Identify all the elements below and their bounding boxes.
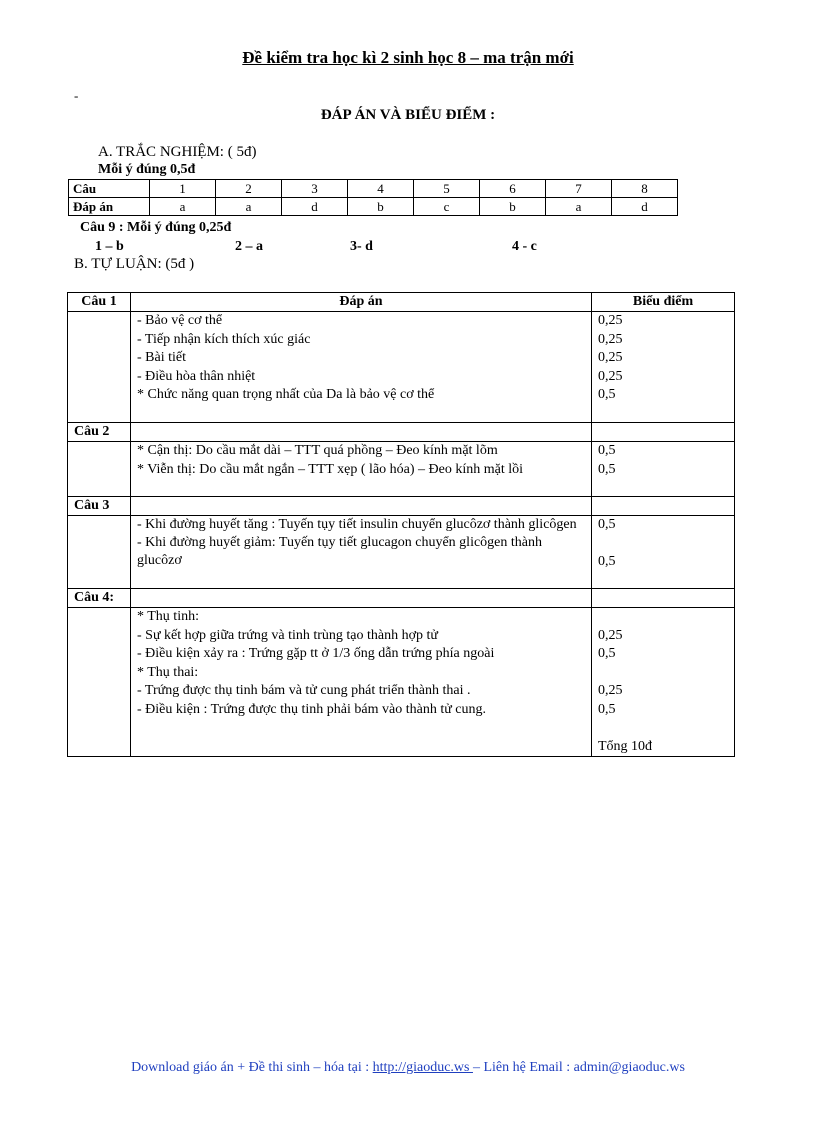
answer-cell: c: [414, 198, 480, 216]
score-value: 0,5: [598, 461, 616, 477]
score-value: 0,5: [598, 387, 616, 402]
answer-line: * Thụ thai:: [137, 664, 199, 680]
question-3-body: [68, 516, 735, 589]
question-2-label: Câu 2: [68, 423, 131, 442]
score-value: 0,5: [598, 443, 616, 458]
dash-mark: -: [74, 88, 79, 103]
header-answer: Đáp án: [131, 293, 592, 312]
answer-cell: b: [480, 198, 546, 216]
score-value: 0,5: [598, 646, 616, 661]
question-4-answers: [131, 608, 592, 757]
answer-line: - Tiếp nhận kích thích xúc giác: [137, 331, 311, 347]
section-a-heading: [98, 144, 256, 161]
answer-line: - Điều kiện : Trứng được thụ tinh phải bám vào thành tử cung.: [137, 701, 487, 717]
question-3-label: Câu 3: [68, 497, 131, 516]
total-score: Tổng 10đ: [598, 738, 653, 754]
footer-link[interactable]: http://giaoduc.ws: [372, 1060, 473, 1075]
answer-cell: d: [282, 198, 348, 216]
question-9-answer: 2 – a: [235, 239, 263, 254]
question-4-header: [68, 589, 735, 608]
question-number: 4: [348, 180, 414, 198]
answer-line: * Cận thị: Do cầu mắt dài – TTT quá phồng – Đeo kính mặt lõm: [137, 443, 498, 458]
answer-row: [69, 198, 678, 216]
answer-cell: a: [546, 198, 612, 216]
question-3-scores: [592, 516, 735, 589]
question-number: 6: [480, 180, 546, 198]
score-value: 0,5: [598, 517, 616, 532]
question-4-label: Câu 4:: [68, 589, 131, 608]
answer-row-label: Đáp án: [69, 198, 150, 216]
answer-line: * Thụ tinh:: [137, 609, 199, 624]
score-value: 0,5: [598, 701, 616, 717]
question-2-answers: [131, 442, 592, 497]
question-3-header: [68, 497, 735, 516]
question-9-answer: 1 – b: [95, 239, 124, 254]
footer: [0, 1060, 816, 1076]
question-4-scores: [592, 608, 735, 757]
question-1-body: [68, 312, 735, 423]
footer-suffix: – Liên hệ Email : admin@giaoduc.ws: [472, 1060, 685, 1075]
essay-header-row: [68, 293, 735, 312]
section-a-note: Mỗi ý đúng 0,5đ: [98, 162, 196, 177]
question-number: 1: [150, 180, 216, 198]
question-row: [69, 180, 678, 198]
question-9-label: Câu 9 : Mỗi ý đúng 0,25đ: [80, 220, 232, 235]
score-value: 0,5: [598, 554, 616, 569]
score-value: 0,25: [598, 627, 623, 643]
question-9-answer: 4 - c: [512, 239, 537, 254]
header-question-1: Câu 1: [68, 293, 131, 312]
score-value: 0,25: [598, 683, 623, 698]
multiple-choice-table: [68, 179, 678, 216]
question-4-body: [68, 608, 735, 757]
question-number: 3: [282, 180, 348, 198]
answer-line: - Khi đường huyết tăng : Tuyến tụy tiết insulin chuyển glucôzơ thành glicôgen: [137, 517, 577, 532]
answer-line: - Bảo vệ cơ thể: [137, 313, 223, 328]
question-number: 2: [216, 180, 282, 198]
question-1-scores: [592, 312, 735, 423]
answer-line: * Chức năng quan trọng nhất của Da là bảo vệ cơ thể: [137, 387, 435, 402]
section-a-points: ( 5đ): [227, 144, 257, 160]
score-value: 0,25: [598, 350, 623, 365]
answer-key-heading: ĐÁP ÁN VÀ BIỂU ĐIỂM :: [320, 107, 496, 123]
answer-cell: b: [348, 198, 414, 216]
page-title: Đề kiểm tra học kì 2 sinh học 8 – ma trận mới: [242, 48, 574, 67]
score-value: 0,25: [598, 313, 623, 328]
question-3-answers: [131, 516, 592, 589]
question-number: 7: [546, 180, 612, 198]
question-row-label: Câu: [69, 180, 150, 198]
score-value: 0,25: [598, 368, 623, 384]
answer-line: - Bài tiết: [137, 350, 186, 365]
answer-line: * Viễn thị: Do cầu mắt ngắn – TTT xẹp ( lão hóa) – Đeo kính mặt lồi: [137, 461, 524, 477]
essay-table: [67, 292, 735, 757]
score-value: 0,25: [598, 331, 623, 347]
question-1-answers: [131, 312, 592, 423]
question-2-header: [68, 423, 735, 442]
question-number: 8: [612, 180, 678, 198]
header-score: Biểu điểm: [592, 293, 735, 312]
answer-cell: d: [612, 198, 678, 216]
question-number: 5: [414, 180, 480, 198]
answer-line: - Sự kết hợp giữa trứng và tinh trùng tạo thành hợp tử: [137, 627, 439, 643]
answer-line: - Điều hòa thân nhiệt: [137, 368, 256, 384]
question-2-body: [68, 442, 735, 497]
section-b-heading: B. TỰ LUẬN: (5đ ): [74, 256, 195, 272]
answer-line: - Điều kiện xảy ra : Trứng gặp tt ở 1/3 ống dẫn trứng phía ngoài: [137, 646, 495, 661]
answer-cell: a: [150, 198, 216, 216]
question-9-answer: 3- d: [350, 239, 373, 254]
section-a-label: A. TRẮC NGHIỆM:: [98, 144, 224, 160]
answer-line: - Khi đường huyết giảm: Tuyến tụy tiết glucagon chuyển glicôgen thành glucôzơ: [137, 535, 542, 568]
answer-cell: a: [216, 198, 282, 216]
question-2-scores: [592, 442, 735, 497]
answer-line: - Trứng được thụ tinh bám và tử cung phát triển thành thai .: [137, 683, 471, 698]
footer-prefix: Download giáo án + Đề thi sinh – hóa tại :: [131, 1060, 373, 1075]
